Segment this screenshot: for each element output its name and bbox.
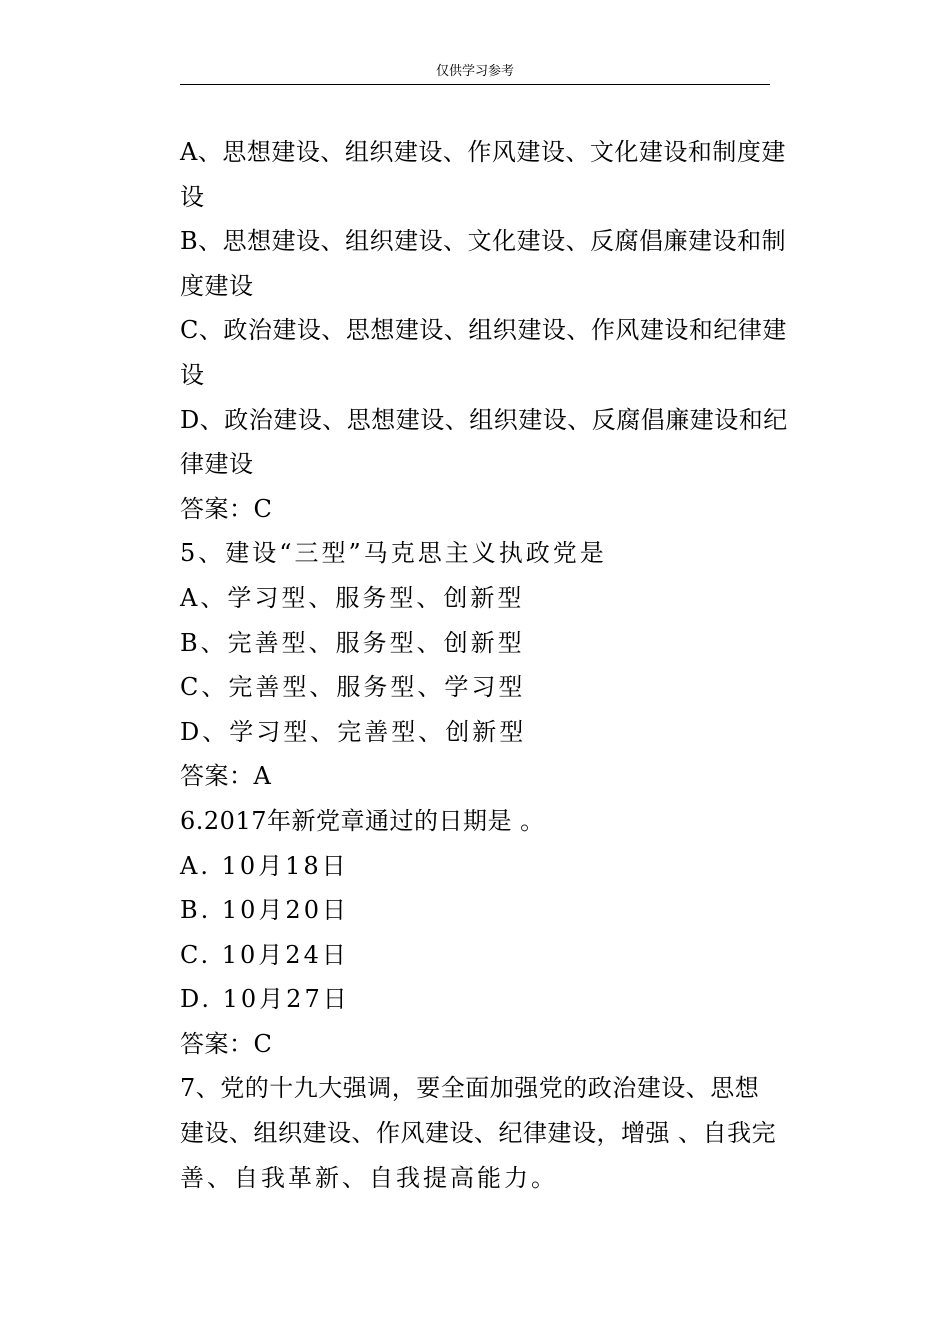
option-a-line-2: 设	[180, 182, 205, 211]
q6-option-d: D. 10月27日	[180, 985, 350, 1014]
q6-option-b: B. 10月20日	[180, 896, 349, 925]
q5-option-c: C、完善型、服务型、学习型	[180, 673, 526, 702]
page-header	[180, 62, 770, 85]
question-6: 6.2017年新党章通过的日期是 。	[180, 806, 545, 835]
answer-q5: 答案：A	[180, 762, 272, 791]
question-7-line-3: 善、自我革新、自我提高能力。	[180, 1163, 558, 1192]
document-body	[180, 130, 788, 1200]
question-7-line-1: 7、党的十九大强调，要全面加强党的政治建设、思想	[180, 1074, 760, 1103]
option-b-line-2: 度建设	[180, 271, 254, 300]
answer-q4: 答案：C	[180, 494, 273, 523]
option-c-line-2: 设	[180, 360, 205, 389]
question-5: 5、建设“三型”马克思主义执政党是	[180, 539, 607, 568]
option-c-line-1: C、政治建设、思想建设、组织建设、作风建设和纪律建	[180, 316, 787, 345]
q6-option-a: A. 10月18日	[180, 851, 349, 880]
option-a-line-1: A、思想建设、组织建设、作风建设、文化建设和制度建	[180, 138, 786, 166]
option-b-line-1: B、思想建设、组织建设、文化建设、反腐倡廉建设和制	[180, 227, 787, 256]
q5-option-d: D、学习型、完善型、创新型	[180, 717, 527, 746]
question-7-line-2: 建设、组织建设、作风建设、纪律建设，增强 、自我完	[180, 1119, 777, 1148]
q5-option-b: B、完善型、服务型、创新型	[180, 628, 525, 657]
q6-option-c: C. 10月24日	[180, 940, 349, 969]
option-d-line-1: D、政治建设、思想建设、组织建设、反腐倡廉建设和纪	[180, 405, 788, 434]
answer-q6: 答案：C	[180, 1029, 273, 1058]
header-text: 仅供学习参考	[435, 64, 514, 79]
option-d-line-2: 律建设	[180, 450, 254, 479]
q5-option-a: A、学习型、服务型、创新型	[180, 583, 525, 612]
